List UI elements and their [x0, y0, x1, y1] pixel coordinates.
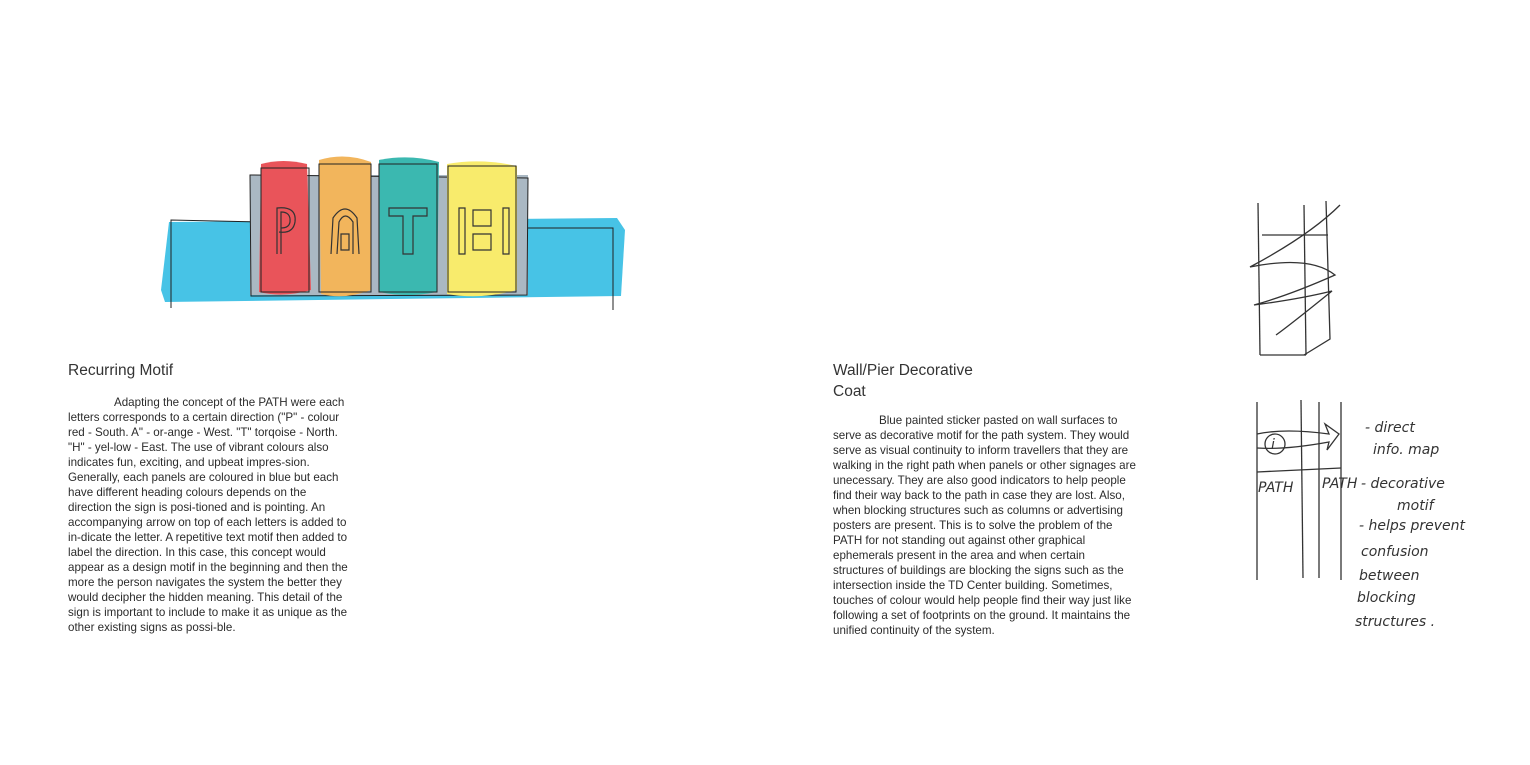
sign-sketch — [1245, 398, 1475, 638]
sketch-note-4: motif — [1397, 498, 1434, 514]
sketch-note-2: info. map — [1373, 442, 1440, 458]
wall-pier-heading: Wall/Pier Decorative Coat — [833, 362, 973, 400]
orange-panel — [319, 156, 371, 296]
sketch-note-1: - direct — [1365, 420, 1415, 436]
turquoise-panel — [379, 157, 439, 295]
sketch-note-5: - helps prevent — [1359, 518, 1466, 534]
sketch-note-7: between — [1359, 568, 1420, 584]
sketch-note-3: - decorative — [1361, 476, 1445, 492]
column-sketch — [1240, 195, 1350, 360]
sketch-label-path-2: PATH — [1322, 476, 1358, 492]
recurring-motif-heading: Recurring Motif — [68, 362, 174, 379]
info-icon-label: i — [1271, 437, 1275, 453]
wall-pier-body: Blue painted sticker pasted on wall surfaces to serve as decorative motif for the path system. They would serve as visual continuity to inform travellers that they are walking in the right path when panels or other signages are unecessary. They are also good indicators to help people find their way back to the path in case they are lost. Also, when blocking structures such as columns or advertising posters are present. This is to solve the problem of the PATH for not standing out against other graphical ephemerals present in the area and when certain structures of buildings are blocking the signs such as the intersection inside the TD Center building. Sometimes, touches of colour would help people find their way just like following a set of footprints on the ground. It maintains the unified continuity of the system. — [833, 414, 1136, 637]
path-motif-illustration — [155, 150, 635, 315]
sketch-note-8: blocking — [1357, 590, 1416, 606]
recurring-motif-body: Adapting the concept of the PATH were each letters corresponds to a certain direction ("P" - colour red - South. A" - or-ange - West. "T" torqoise - North. "H" - yel-low - East. The use of vibrant colours also indicates fun, exciting, and upbeat impres-sion. Generally, each panels are coloured in blue but each have different heading colours depends on the direction the sign is posi-tioned and is pointing. An accompanying arrow on top of each letters is added to in-dicate the letter. A repetitive text motif then added to label the direction. In this case, this concept would appear as a design motif in the beginning and then the more the person navigates the system the better they would decipher the hidden meaning. This detail of the sign is important to include to make it as unique as the other existing signs as possi-ble. — [68, 396, 348, 634]
yellow-panel — [447, 161, 517, 296]
sketch-note-9: structures . — [1355, 614, 1436, 630]
sketch-note-6: confusion — [1361, 544, 1429, 560]
sketch-label-path: PATH — [1258, 480, 1294, 496]
